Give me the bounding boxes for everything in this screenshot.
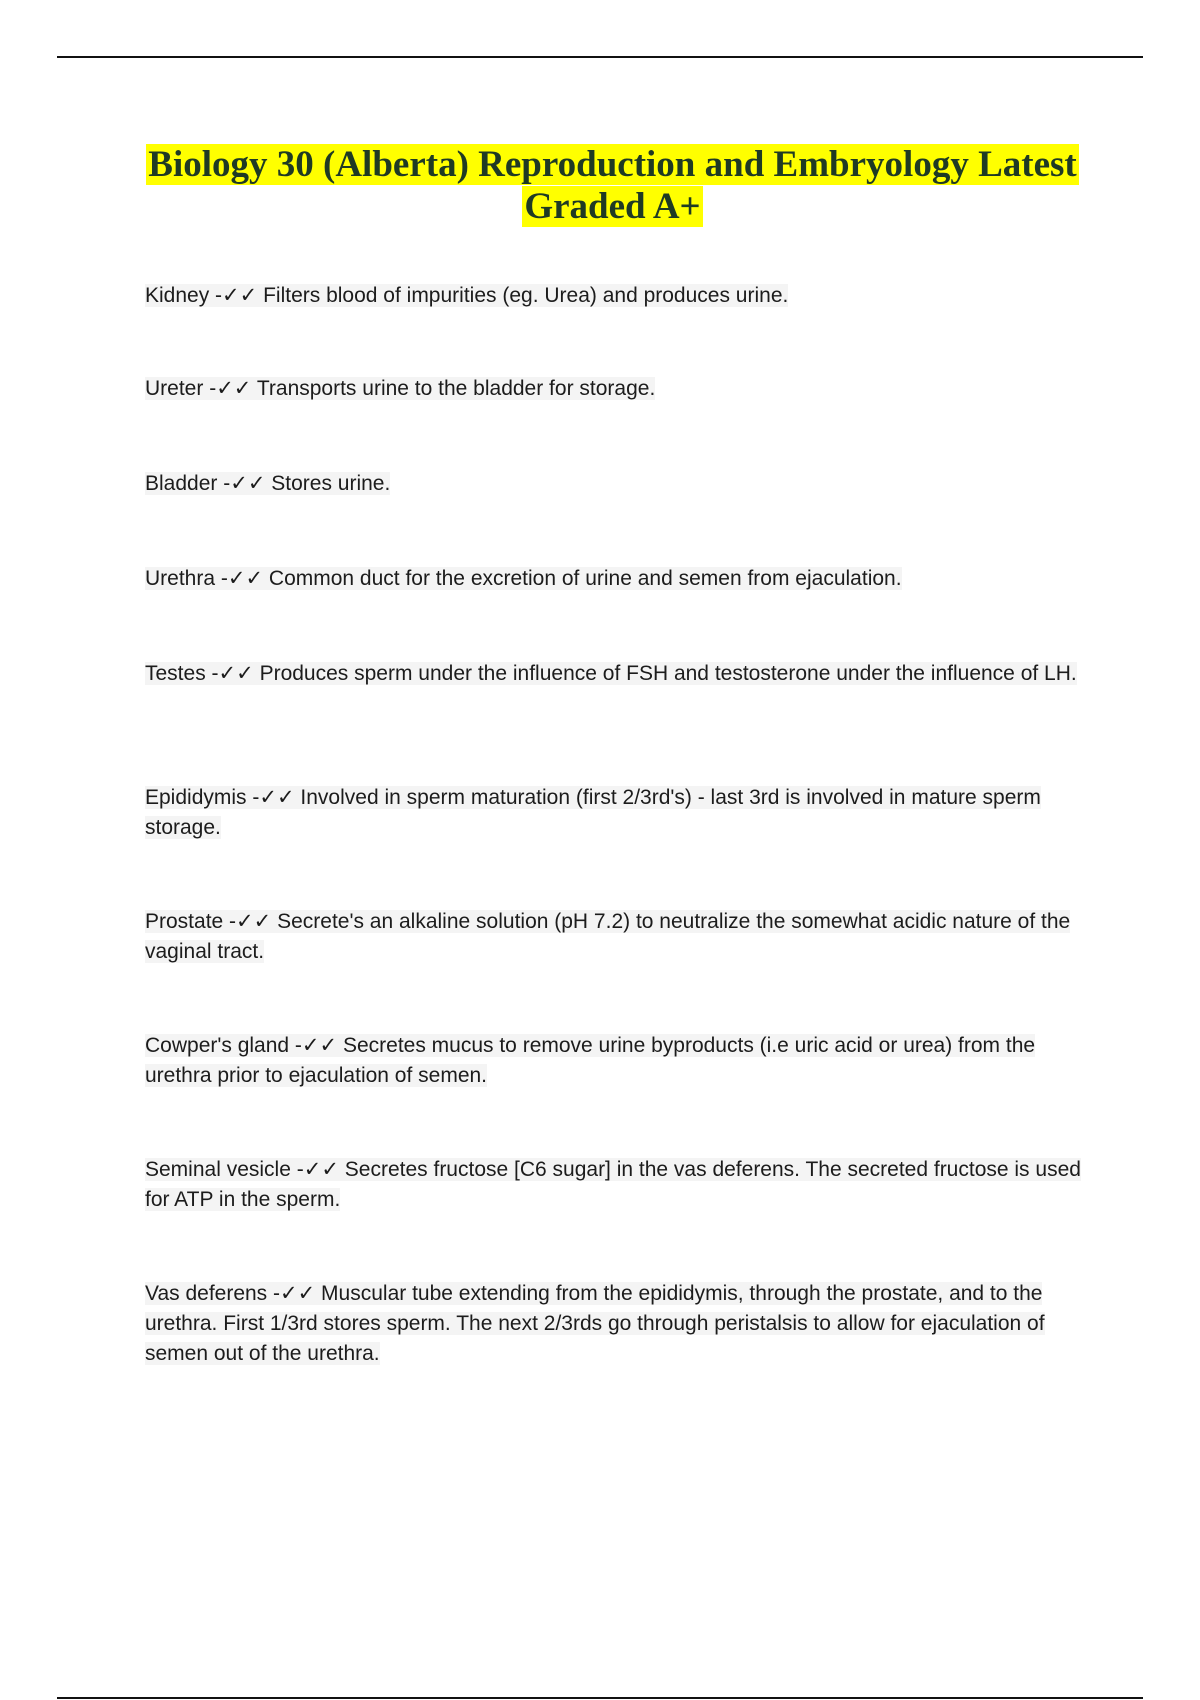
entry-separator: - <box>203 377 217 400</box>
entry-term: Ureter <box>145 377 204 400</box>
double-check-icon: ✓✓ <box>236 909 272 933</box>
entry-seminal-vesicle <box>145 1154 1090 1215</box>
entry-separator: - <box>223 910 237 933</box>
double-check-icon: ✓✓ <box>303 1157 339 1181</box>
entry-term: Vas deferens <box>145 1282 268 1305</box>
entry-testes <box>145 658 1090 689</box>
entry-separator: - <box>289 1034 302 1057</box>
entry-definition: Filters blood of impurities (eg. Urea) and produces urine. <box>257 284 789 307</box>
entry-definition: Secretes mucus to remove urine byproducts (i.e uric acid or urea) from the urethra prior to ejaculation of semen. <box>145 1034 1036 1087</box>
entry-kidney <box>145 280 1090 311</box>
entry-separator: - <box>209 284 223 307</box>
entry-definition: Stores urine. <box>265 472 391 495</box>
double-check-icon: ✓✓ <box>230 471 266 495</box>
entry-definition: Involved in sperm maturation (first 2/3rd's) - last 3rd is involved in mature sperm storage. <box>145 786 1041 839</box>
bottom-rule <box>57 1697 1143 1699</box>
entry-cowpers-gland <box>145 1030 1090 1091</box>
entry-definition: Produces sperm under the influence of FSH and testosterone under the influence of LH. <box>253 662 1077 685</box>
entry-epididymis <box>145 782 1090 843</box>
document-title-text: Biology 30 (Alberta) Reproduction and Embryology Latest Graded A+ <box>148 144 1077 227</box>
entry-separator: - <box>205 662 219 685</box>
entry-separator: - <box>290 1158 304 1181</box>
entry-term: Cowper's gland <box>145 1034 290 1057</box>
entry-term: Bladder <box>145 472 218 495</box>
entry-term: Seminal vesicle <box>145 1158 291 1181</box>
entry-definition: Secrete's an alkaline solution (pH 7.2) to neutralize the somewhat acidic nature of the vaginal tract. <box>145 910 1071 963</box>
entry-ureter <box>145 373 1090 404</box>
entry-term: Urethra <box>145 567 216 590</box>
entry-term: Kidney <box>145 284 210 307</box>
double-check-icon: ✓✓ <box>280 1281 316 1305</box>
entry-separator: - <box>267 1282 281 1305</box>
entry-term: Prostate <box>145 910 224 933</box>
double-check-icon: ✓✓ <box>216 376 252 400</box>
entry-urethra <box>145 563 1090 594</box>
entry-definition: Muscular tube extending from the epididymis, through the prostate, and to the urethra. First 1/3rd stores sperm. The next 2/3rds go through peristalsis to allow for ejaculation of semen out of the urethra. <box>145 1282 1045 1365</box>
entry-prostate <box>145 906 1090 967</box>
entry-separator: - <box>215 567 228 590</box>
double-check-icon: ✓✓ <box>259 785 295 809</box>
entry-definition: Secretes fructose [C6 sugar] in the vas deferens. The secreted fructose is used for ATP in the sperm. <box>145 1158 1081 1211</box>
entry-bladder <box>145 468 1090 499</box>
entry-definition: Common duct for the excretion of urine and semen from ejaculation. <box>263 567 902 590</box>
document-title <box>140 144 1085 228</box>
double-check-icon: ✓✓ <box>227 566 264 590</box>
double-check-icon: ✓✓ <box>222 283 258 307</box>
entry-separator: - <box>217 472 231 495</box>
entry-vas-deferens <box>145 1278 1090 1369</box>
double-check-icon: ✓✓ <box>301 1033 338 1057</box>
entry-term: Testes <box>145 662 206 685</box>
double-check-icon: ✓✓ <box>218 661 254 685</box>
top-rule <box>57 56 1143 58</box>
entry-term: Epididymis <box>145 786 247 809</box>
entry-definition: Transports urine to the bladder for storage. <box>251 377 656 400</box>
entry-separator: - <box>246 786 260 809</box>
